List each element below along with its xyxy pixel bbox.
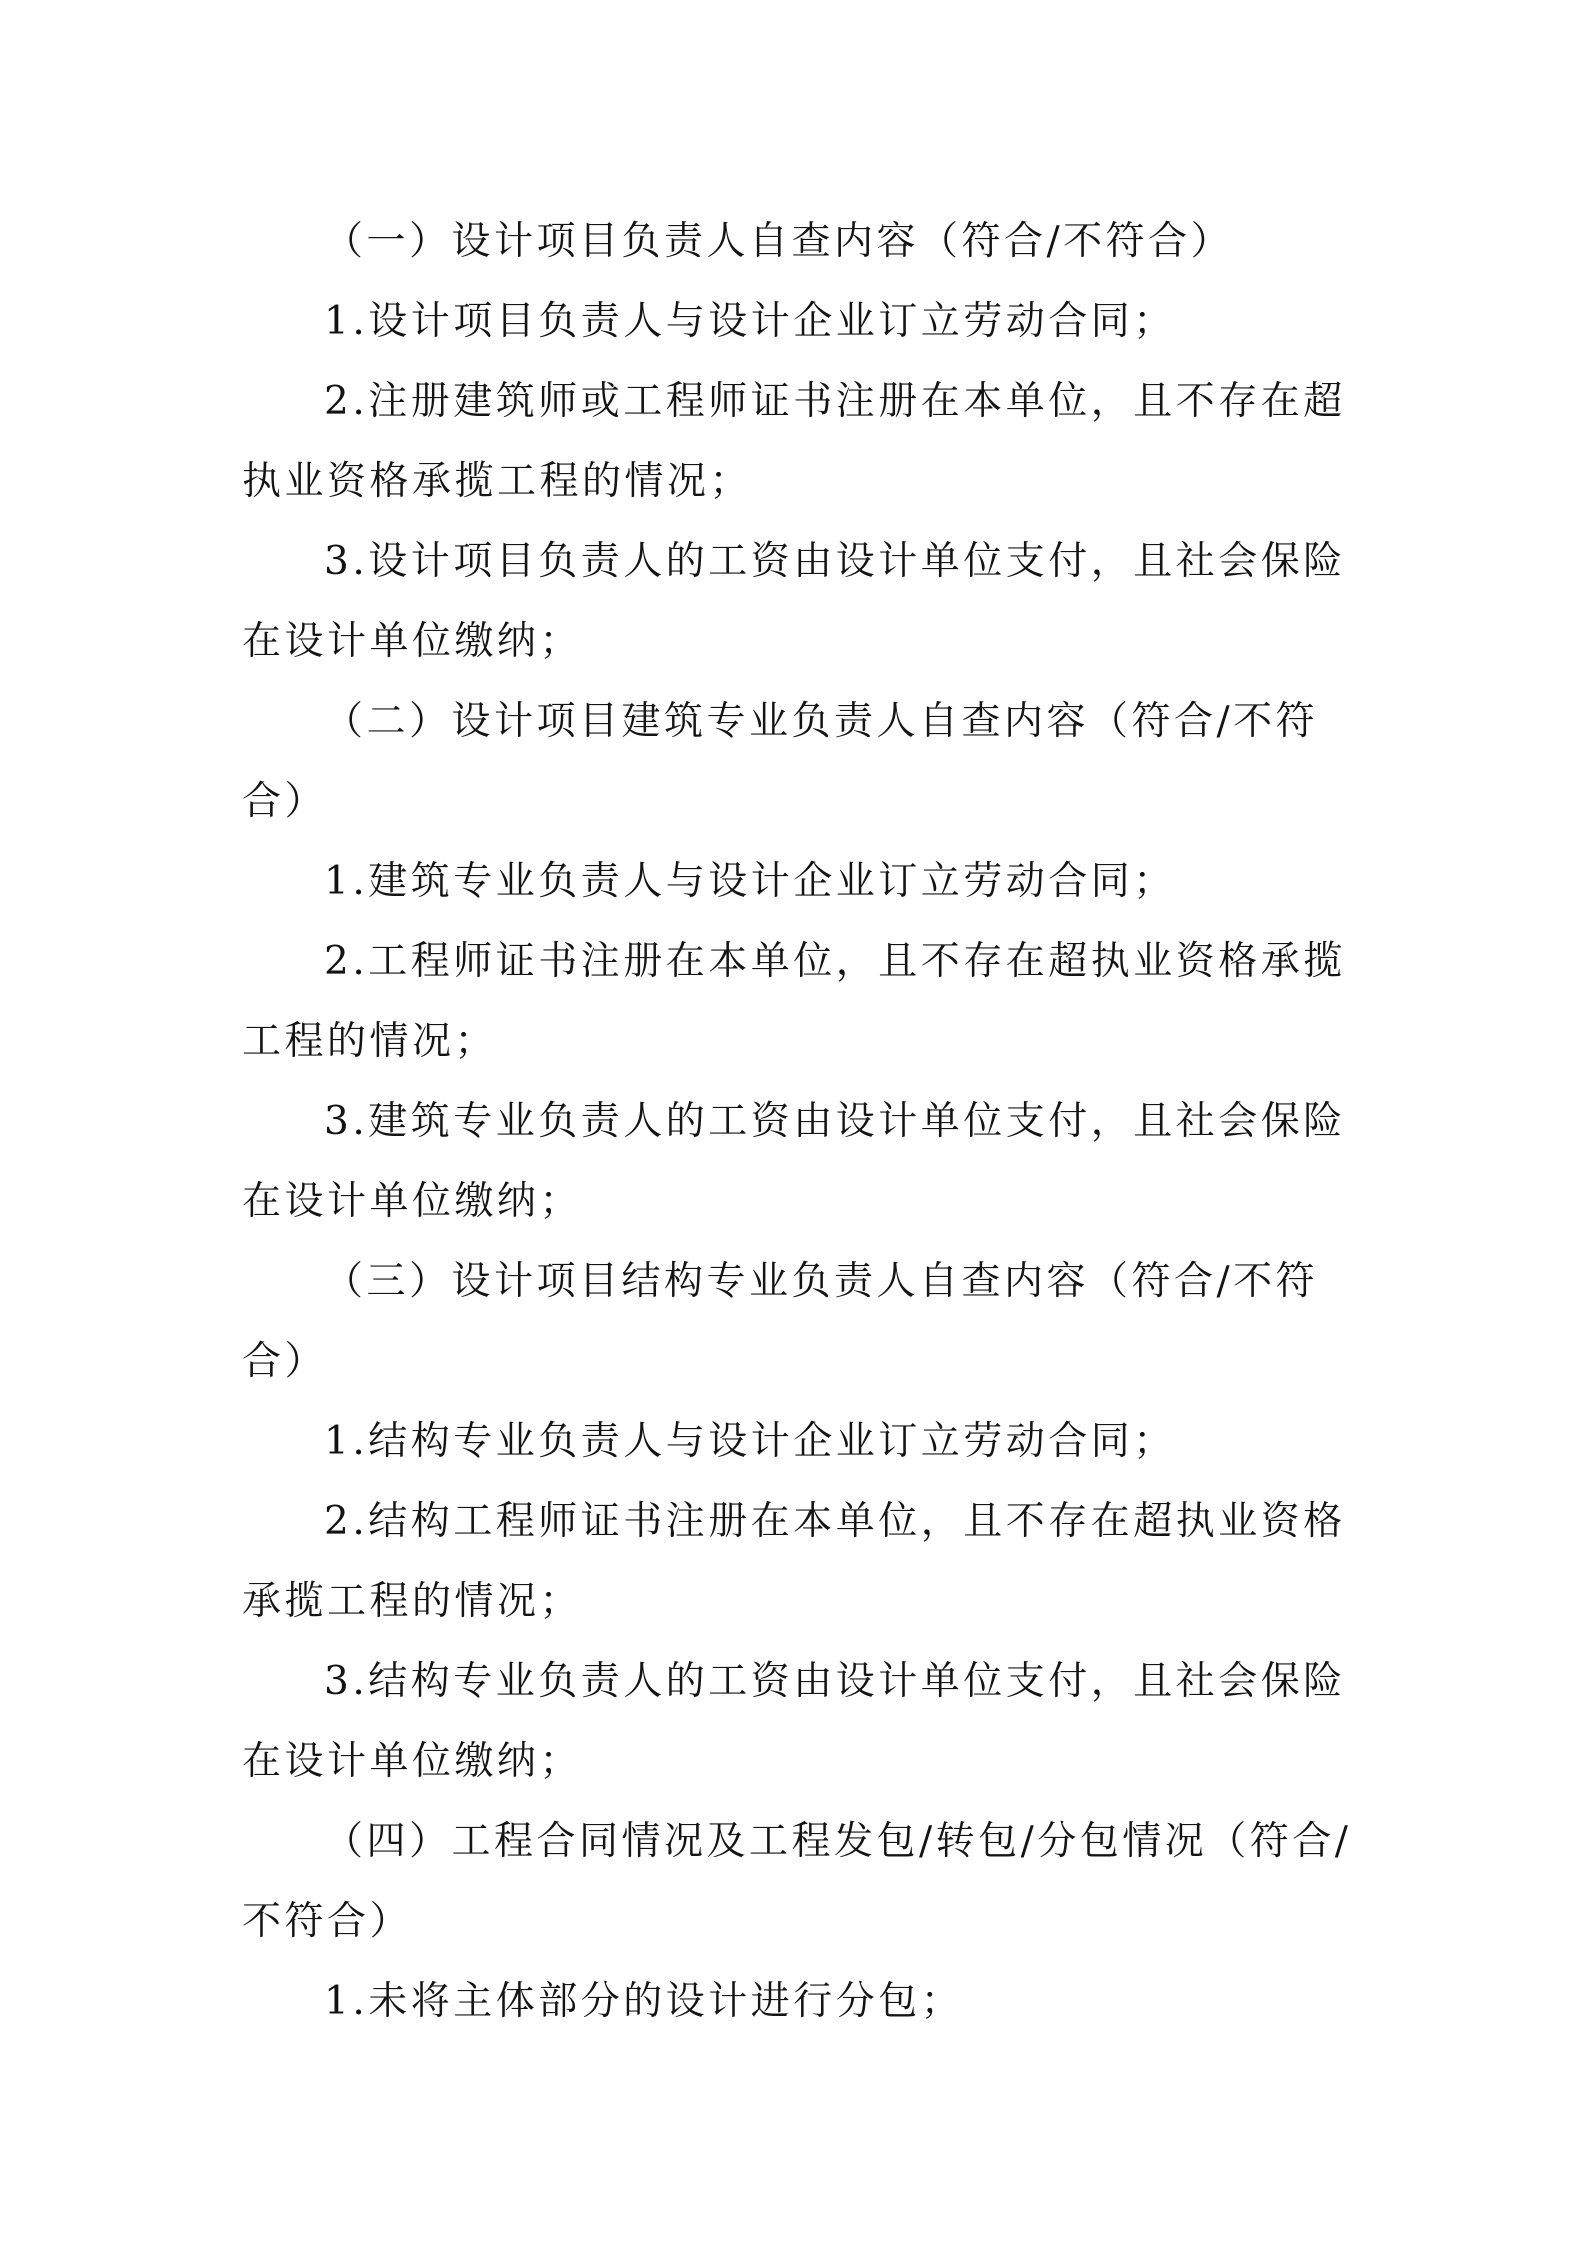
list-item: 1.建筑专业负责人与设计企业订立劳动合同； [324, 859, 1176, 904]
section-heading-1: （一）设计项目负责人自查内容（符合/不符合） [324, 219, 1234, 264]
section-heading-2: （二）设计项目建筑专业负责人自查内容（符合/不符合） [242, 699, 1319, 824]
list-item: 1.未将主体部分的设计进行分包； [324, 1979, 964, 2024]
section-heading-3: （三）设计项目结构专业负责人自查内容（符合/不符合） [242, 1259, 1319, 1384]
document-body [242, 202, 1352, 2042]
list-item: 2.注册建筑师或工程师证书注册在本单位，且不存在超执业资格承揽工程的情况； [242, 379, 1346, 504]
list-item: 1.设计项目负责人与设计企业订立劳动合同； [324, 299, 1176, 344]
list-item: 1.结构专业负责人与设计企业订立劳动合同； [324, 1419, 1176, 1464]
list-item: 3.建筑专业负责人的工资由设计单位支付，且社会保险在设计单位缴纳； [242, 1099, 1346, 1224]
list-item: 2.工程师证书注册在本单位，且不存在超执业资格承揽工程的情况； [242, 939, 1346, 1064]
list-item: 3.设计项目负责人的工资由设计单位支付，且社会保险在设计单位缴纳； [242, 539, 1346, 664]
list-item: 3.结构专业负责人的工资由设计单位支付，且社会保险在设计单位缴纳； [242, 1659, 1346, 1784]
list-item: 2.结构工程师证书注册在本单位，且不存在超执业资格承揽工程的情况； [242, 1499, 1346, 1624]
section-heading-4: （四）工程合同情况及工程发包/转包/分包情况（符合/不符合） [242, 1819, 1352, 1944]
